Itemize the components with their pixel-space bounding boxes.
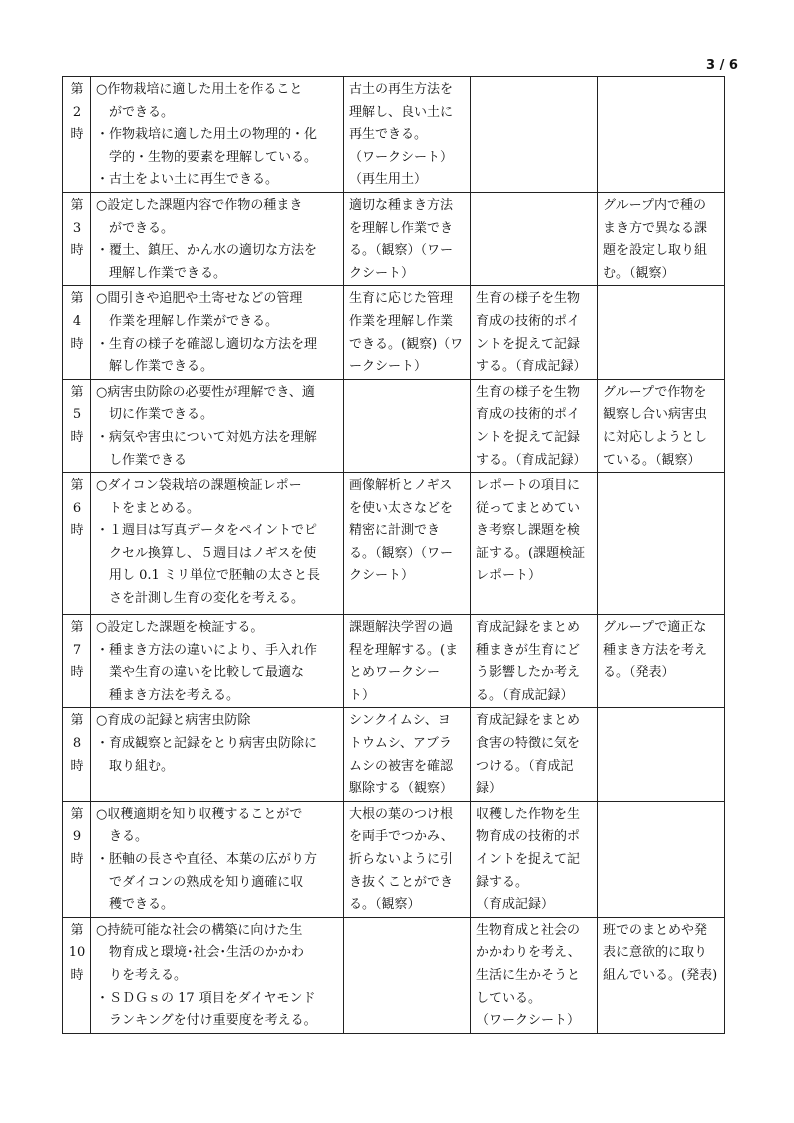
thinking-line: 録する。 [476, 874, 529, 890]
goals-line: し作業できる [96, 452, 188, 468]
thinking-line: つける。（育成記 [476, 758, 574, 774]
thinking-line: 育成の技術的ポイ [476, 407, 581, 423]
period-label: 10 [68, 945, 86, 961]
thinking-cell [471, 801, 598, 917]
knowledge-line: 折らないように引 [349, 852, 454, 868]
goals-line: ・種まき方法の違いにより、手入れ作 [96, 642, 318, 658]
period-label: 第 [70, 197, 84, 213]
attitude-line: グループ内で種の [603, 197, 706, 213]
attitude-cell [598, 615, 725, 708]
attitude-line: に対応しようとし [603, 429, 708, 445]
period-label: 第 [70, 291, 84, 307]
thinking-line: 生育の様子を生物 [476, 291, 581, 307]
goals-line: 業や生育の違いを比較して最適な [96, 665, 305, 681]
goals-line: きる。 [96, 829, 149, 845]
period-label: 4 [72, 313, 82, 329]
attitude-cell [598, 192, 725, 285]
goals-cell [91, 708, 344, 801]
thinking-line: る。（育成記録） [476, 687, 574, 703]
knowledge-line: る。（観察） [349, 897, 421, 913]
period-label: 時 [70, 429, 84, 445]
table-row [63, 192, 725, 285]
goals-cell [91, 192, 344, 285]
period-cell [63, 192, 91, 285]
attitude-line: る。（発表） [603, 665, 675, 681]
attitude-line: ている。（観察） [603, 452, 701, 468]
knowledge-line: できる。(観察)（ワ [349, 336, 464, 352]
thinking-line: 録） [476, 781, 503, 797]
thinking-line: 種まきが生育にど [476, 642, 581, 658]
thinking-line: 生物育成と社会の [476, 922, 581, 938]
goals-line: 解し作業できる。 [96, 359, 214, 375]
period-label: 第 [70, 620, 84, 636]
goals-line: ○設定した課題を検証する。 [96, 620, 264, 636]
attitude-line: 表に意欲的に取り [603, 945, 708, 961]
period-label: 時 [70, 852, 84, 868]
attitude-line: グループで適正な [603, 620, 707, 636]
period-label: 2 [72, 104, 82, 120]
goals-cell [91, 379, 344, 472]
table-row [63, 77, 725, 193]
knowledge-cell [344, 379, 471, 472]
goals-line: ・作物栽培に適した用土の物理的・化 [96, 127, 318, 143]
attitude-line: 組んでいる。(発表) [603, 968, 718, 983]
thinking-line: う影響したか考え [476, 665, 581, 681]
goals-line: ○作物栽培に適した用土を作ること [96, 82, 303, 97]
period-label: 6 [72, 500, 82, 516]
knowledge-line: 駆除する（観察） [349, 781, 454, 797]
goals-line: 用し 0.1 ミリ単位で胚軸の太さと長 [96, 568, 320, 584]
knowledge-cell [344, 473, 471, 615]
thinking-line: き考察し課題を検 [476, 523, 581, 539]
lesson-plan-table [62, 76, 725, 1034]
period-label: 7 [72, 642, 82, 658]
knowledge-cell [344, 615, 471, 708]
goals-cell [91, 801, 344, 917]
knowledge-line: 作業を理解し作業 [349, 313, 454, 329]
thinking-line: 育成記録をまとめ [476, 620, 581, 636]
period-label: 時 [70, 665, 84, 681]
attitude-line: 種まき方法を考え [603, 642, 708, 658]
period-label: 時 [70, 968, 84, 983]
thinking-line: 育成の技術的ポイ [476, 313, 581, 329]
goals-line: さを計測し生育の変化を考える。 [96, 591, 305, 607]
period-label: 第 [70, 384, 84, 400]
thinking-line: 従ってまとめてい [476, 500, 581, 516]
knowledge-cell [344, 801, 471, 917]
goals-line: ・覆土、鎮圧、かん水の適切な方法を [96, 243, 318, 259]
knowledge-line: 大根の葉のつけ根 [349, 806, 454, 822]
period-label: 時 [70, 523, 84, 539]
attitude-cell [598, 379, 725, 472]
goals-line: ・１週目は写真データをペイントでピ [96, 523, 318, 539]
thinking-line: する。（育成記録） [476, 359, 587, 375]
goals-cell [91, 473, 344, 615]
period-cell [63, 473, 91, 615]
period-label: 第 [70, 82, 84, 97]
table-row [63, 801, 725, 917]
period-label: 第 [70, 478, 84, 494]
thinking-cell [471, 77, 598, 193]
knowledge-line: 古土の再生方法を [349, 82, 454, 97]
goals-line: ができる。 [96, 104, 175, 120]
thinking-line: 証する。(課題検証 [476, 545, 586, 561]
knowledge-line: を理解し作業でき [349, 220, 454, 236]
knowledge-line: 再生できる。 [349, 127, 428, 143]
goals-line: 種まき方法を考える。 [96, 687, 240, 703]
goals-line: ○間引きや追肥や土寄せなどの管理 [96, 291, 303, 307]
thinking-line: かかわりを考え、 [476, 945, 581, 961]
attitude-cell [598, 917, 725, 1033]
period-label: 5 [72, 407, 82, 423]
period-cell [63, 801, 91, 917]
thinking-cell [471, 708, 598, 801]
thinking-line: 収穫した作物を生 [476, 806, 581, 822]
goals-line: ランキングを付け重要度を考える。 [96, 1013, 317, 1029]
period-label: 時 [70, 127, 84, 143]
table-row [63, 286, 725, 379]
knowledge-line: を両手でつかみ、 [349, 829, 454, 845]
thinking-cell [471, 473, 598, 615]
goals-line: 理解し作業できる。 [96, 265, 227, 281]
knowledge-line: （再生用土） [349, 172, 428, 188]
thinking-line: レポート） [476, 568, 542, 584]
knowledge-line: 画像解析とノギス [349, 478, 453, 494]
goals-line: ・ＳＤＧｓの 17 項目をダイヤモンド [96, 990, 316, 1006]
knowledge-cell [344, 917, 471, 1033]
knowledge-line: とめワークシー [349, 665, 441, 681]
attitude-cell [598, 286, 725, 379]
attitude-line: 観察し合い病害虫 [603, 407, 708, 423]
knowledge-line: 生育に応じた管理 [349, 291, 454, 307]
page-number: 3 / 6 [706, 58, 738, 73]
thinking-cell [471, 286, 598, 379]
knowledge-line: 適切な種まき方法 [349, 197, 454, 213]
goals-line: ○育成の記録と病害虫防除 [96, 713, 251, 729]
table-row [63, 379, 725, 472]
attitude-cell [598, 77, 725, 193]
attitude-cell [598, 473, 725, 615]
period-label: 第 [70, 806, 84, 822]
goals-cell [91, 77, 344, 193]
goals-line: ・病気や害虫について対処方法を理解 [96, 429, 317, 445]
goals-cell [91, 615, 344, 708]
goals-cell [91, 286, 344, 379]
table-row [63, 473, 725, 615]
table-row [63, 615, 725, 708]
knowledge-line: シンクイムシ、ヨ [349, 713, 451, 729]
knowledge-line: クシート） [349, 568, 415, 584]
knowledge-cell [344, 77, 471, 193]
thinking-line: ントを捉えて記録 [476, 336, 581, 352]
thinking-line: 物育成の技術的ポ [476, 829, 581, 845]
goals-line: ○ダイコン袋栽培の課題検証レポー [96, 478, 302, 494]
period-label: 時 [70, 243, 84, 259]
thinking-line: 食害の特徴に気を [476, 736, 581, 752]
table-row [63, 917, 725, 1033]
goals-line: ・古土をよい土に再生できる。 [96, 172, 279, 188]
knowledge-line: る。（観察）（ワー [349, 545, 454, 561]
knowledge-line: トウムシ、アブラ [349, 736, 452, 752]
attitude-cell [598, 801, 725, 917]
period-cell [63, 77, 91, 193]
thinking-cell [471, 379, 598, 472]
period-label: 第 [70, 713, 84, 729]
thinking-line: イントを捉えて記 [476, 852, 581, 868]
goals-line: 穫できる。 [96, 897, 175, 913]
knowledge-line: ムシの被害を確認 [349, 758, 454, 774]
knowledge-line: 程を理解する。(ま [349, 642, 459, 658]
goals-line: ・育成観察と記録をとり病害虫防除に [96, 736, 318, 752]
thinking-cell [471, 192, 598, 285]
goals-line: ○収穫適期を知り収穫することがで [96, 806, 303, 822]
knowledge-line: ト） [349, 687, 376, 703]
knowledge-line: 精密に計測でき [349, 523, 441, 539]
goals-line: ○設定した課題内容で作物の種まき [96, 197, 303, 213]
thinking-cell [471, 615, 598, 708]
thinking-line: 生育の様子を生物 [476, 384, 581, 400]
goals-line: ・生育の様子を確認し適切な方法を理 [96, 336, 318, 352]
goals-line: トをまとめる。 [96, 500, 201, 516]
knowledge-line: （ワークシート） [349, 149, 454, 165]
goals-line: 学的・生物的要素を理解している。 [96, 149, 318, 165]
period-label: 第 [70, 922, 84, 938]
knowledge-line: 理解し、良い土に [349, 104, 454, 120]
thinking-line: 育成記録をまとめ [476, 713, 581, 729]
thinking-line: レポートの項目に [476, 478, 581, 494]
goals-line: 物育成と環境･社会･生活のかかわ [96, 945, 305, 961]
knowledge-cell [344, 192, 471, 285]
knowledge-line: 課題解決学習の過 [349, 620, 454, 636]
period-cell [63, 286, 91, 379]
goals-line: りを考える。 [96, 968, 188, 983]
attitude-line: 題を設定し取り組 [603, 243, 708, 259]
thinking-line: している。 [476, 990, 542, 1006]
period-label: 3 [72, 220, 82, 236]
period-cell [63, 615, 91, 708]
knowledge-line: ークシート） [349, 359, 428, 375]
goals-line: でダイコンの熟成を知り適確に収 [96, 874, 304, 890]
goals-line: 作業を理解し作業ができる。 [96, 313, 279, 329]
period-label: 9 [72, 829, 82, 845]
period-cell [63, 708, 91, 801]
attitude-line: 班でのまとめや発 [603, 922, 708, 938]
goals-line: ・胚軸の長さや直径、本葉の広がり方 [96, 852, 318, 868]
attitude-line: まき方で異なる課 [603, 220, 708, 236]
knowledge-line: る。（観察）（ワー [349, 243, 454, 259]
knowledge-cell [344, 286, 471, 379]
goals-line: 切に作業できる。 [96, 407, 214, 423]
period-cell [63, 379, 91, 472]
goals-line: クセル換算し、５週目はノギスを使 [96, 545, 317, 561]
period-label: 時 [70, 336, 84, 352]
goals-line: ○病害虫防除の必要性が理解でき、適 [96, 384, 315, 400]
attitude-line: む。（観察） [603, 265, 675, 281]
knowledge-line: き抜くことができ [349, 874, 454, 890]
thinking-cell [471, 917, 598, 1033]
period-cell [63, 917, 91, 1033]
thinking-line: （ワークシート） [476, 1013, 581, 1029]
period-label: 8 [72, 736, 82, 752]
attitude-line: グループで作物を [603, 384, 707, 400]
goals-line: ○持続可能な社会の構築に向けた生 [96, 922, 303, 938]
knowledge-line: クシート） [349, 265, 415, 281]
attitude-cell [598, 708, 725, 801]
thinking-line: 生活に生かそうと [476, 968, 581, 983]
thinking-line: （育成記録） [476, 897, 555, 913]
goals-cell [91, 917, 344, 1033]
knowledge-line: を使い太さなどを [349, 500, 454, 516]
thinking-line: する。（育成記録） [476, 452, 587, 468]
period-label: 時 [70, 758, 84, 774]
knowledge-cell [344, 708, 471, 801]
goals-line: ができる。 [96, 220, 175, 236]
table-row [63, 708, 725, 801]
goals-line: 取り組む。 [96, 758, 175, 774]
thinking-line: ントを捉えて記録 [476, 429, 581, 445]
